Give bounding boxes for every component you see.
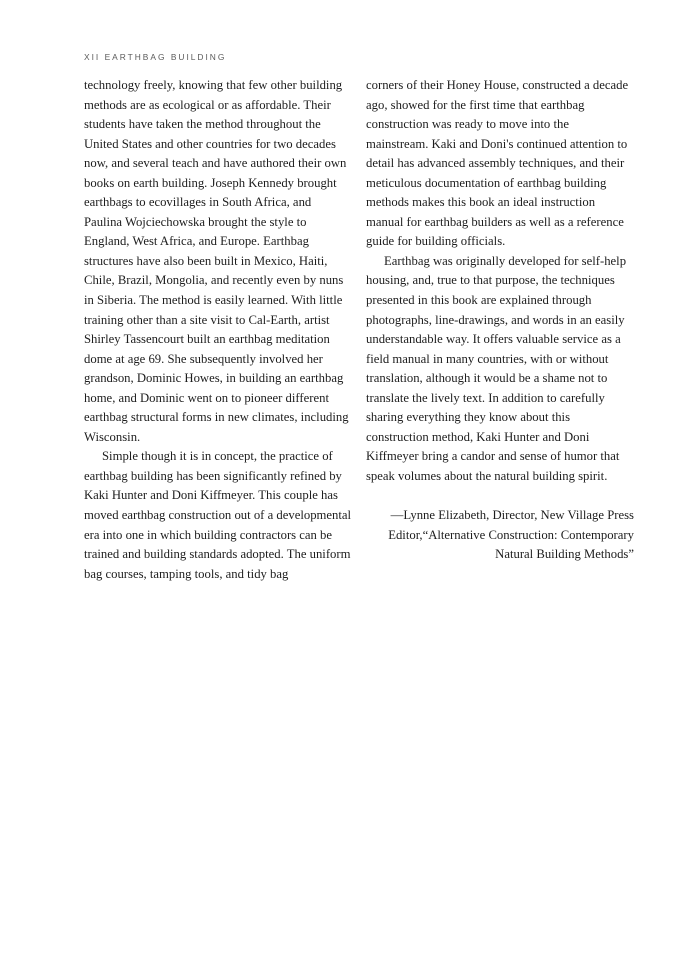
right-column — [366, 76, 634, 565]
attribution-line-editor: Editor,“Alternative Construction: Contemporary — [388, 527, 634, 542]
running-head: XII EARTHBAG BUILDING — [84, 52, 227, 62]
attribution-block — [366, 506, 634, 565]
attribution-line-title: Natural Building Methods” — [495, 547, 634, 562]
paragraph: corners of their Honey House, constructed a decade ago, showed for the first time that earthbag construction was ready to move into the mainstream. Kaki and Doni's continued attention to detail has advanced assembly techniques, and their meticulous documentation of earthbag building methods makes this book an ideal instruction manual for earthbag builders as well as a reference guide for building officials. — [366, 78, 629, 249]
paragraph: Simple though it is in concept, the practice of earthbag building has been significantly refined by Kaki Hunter and Doni Kiffmeyer. This couple has moved earthbag construction out of a developmental era into one in which building contractors can be trained and building standards adopted. The uniform bag courses, tamping tools, and tidy bag — [84, 449, 352, 581]
paragraph: technology freely, knowing that few other building methods are as ecological or as affordable. Their students have taken the method throughout the United States and other countries for two decades now, and several teach and have authored their own books on earth building. Joseph Kennedy brought earthbags to ecovillages in South Africa, and Paulina Wojciechowska brought the style to England, West Africa, and Europe. Earthbag structures have also been built in Mexico, Haiti, Chile, Brazil, Mongolia, and recently even by nuns in Siberia. The method is easily learned. With little training other than a site visit to Cal-Earth, artist Shirley Tassencourt built an earthbag meditation dome at age 69. She subsequently involved her grandson, Dominic Howes, in building an earthbag home, and Dominic went on to pioneer different earthbag structural forms in new climates, including Wisconsin. — [84, 78, 349, 444]
paragraph: Earthbag was originally developed for self-help housing, and, true to that purpose, the techniques presented in this book are explained through photographs, line-drawings, and words in an easily understandable way. It offers valuable service as a field manual in many countries, with or without translation, although it would be a shame not to translate the lively text. In addition to carefully sharing everything they know about this construction method, Kaki Hunter and Doni Kiffmeyer bring a candor and sense of humor that speak volumes about the natural building spirit. — [366, 253, 627, 483]
attribution-line-author: —Lynne Elizabeth, Director, New Village Press — [390, 507, 634, 522]
left-column — [84, 76, 352, 584]
